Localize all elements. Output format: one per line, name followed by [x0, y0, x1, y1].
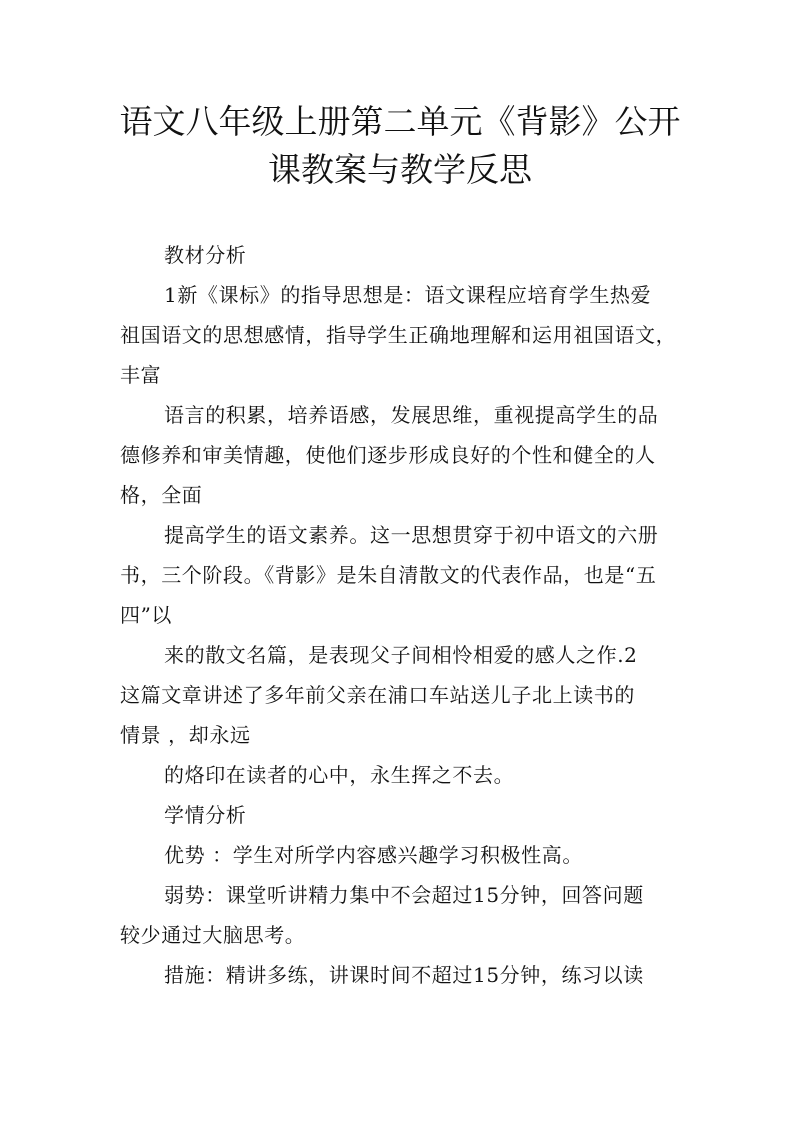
- body-line: 的烙印在读者的心中，永生挥之不去。: [164, 763, 515, 787]
- body-line: 语言的积累，培养语感，发展思维，重视提高学生的品: [164, 403, 659, 427]
- body-line: 祖国语文的思想感情，指导学生正确地理解和运用祖国语文，: [120, 323, 677, 347]
- body-line: 情景 ，却永远: [120, 723, 251, 747]
- document-title: [100, 98, 700, 194]
- body-line: 措施：精讲多练，讲课时间不超过15分钟，练习以读: [164, 963, 644, 987]
- body-line: 提高学生的语文素养。这一思想贯穿于初中语文的六册: [164, 523, 659, 547]
- body-line: 较少通过大脑思考。: [120, 923, 306, 947]
- body-line: 德修养和审美情趣，使他们逐步形成良好的个性和健全的人: [120, 443, 656, 467]
- document-body: [120, 235, 685, 995]
- body-line: 来的散文名篇，是表现父子间相怜相爱的感人之作.2: [164, 643, 638, 667]
- body-line: 优势 ：学生对所学内容感兴趣学习积极性高。: [164, 843, 583, 867]
- body-line: 这篇文章讲述了多年前父亲在浦口车站送儿子北上读书的: [120, 683, 635, 707]
- body-line: 四”以: [120, 603, 173, 627]
- body-line: 弱势：课堂听讲精力集中不会超过15分钟，回答问题: [164, 883, 644, 907]
- title-line-1: 语文八年级上册第二单元《背影》公开: [119, 102, 681, 141]
- body-line: 格，全面: [120, 483, 203, 507]
- body-line: 书，三个阶段。《背影》是朱自清散文的代表作品，也是“五: [120, 563, 657, 587]
- body-line: 教材分析: [164, 243, 247, 267]
- body-line: 学情分析: [164, 803, 247, 827]
- body-line: 丰富: [120, 363, 162, 387]
- body-line: 1新《课标》的指导思想是：语文课程应培育学生热爱: [164, 283, 652, 307]
- title-line-2: 课教案与教学反思: [268, 150, 532, 189]
